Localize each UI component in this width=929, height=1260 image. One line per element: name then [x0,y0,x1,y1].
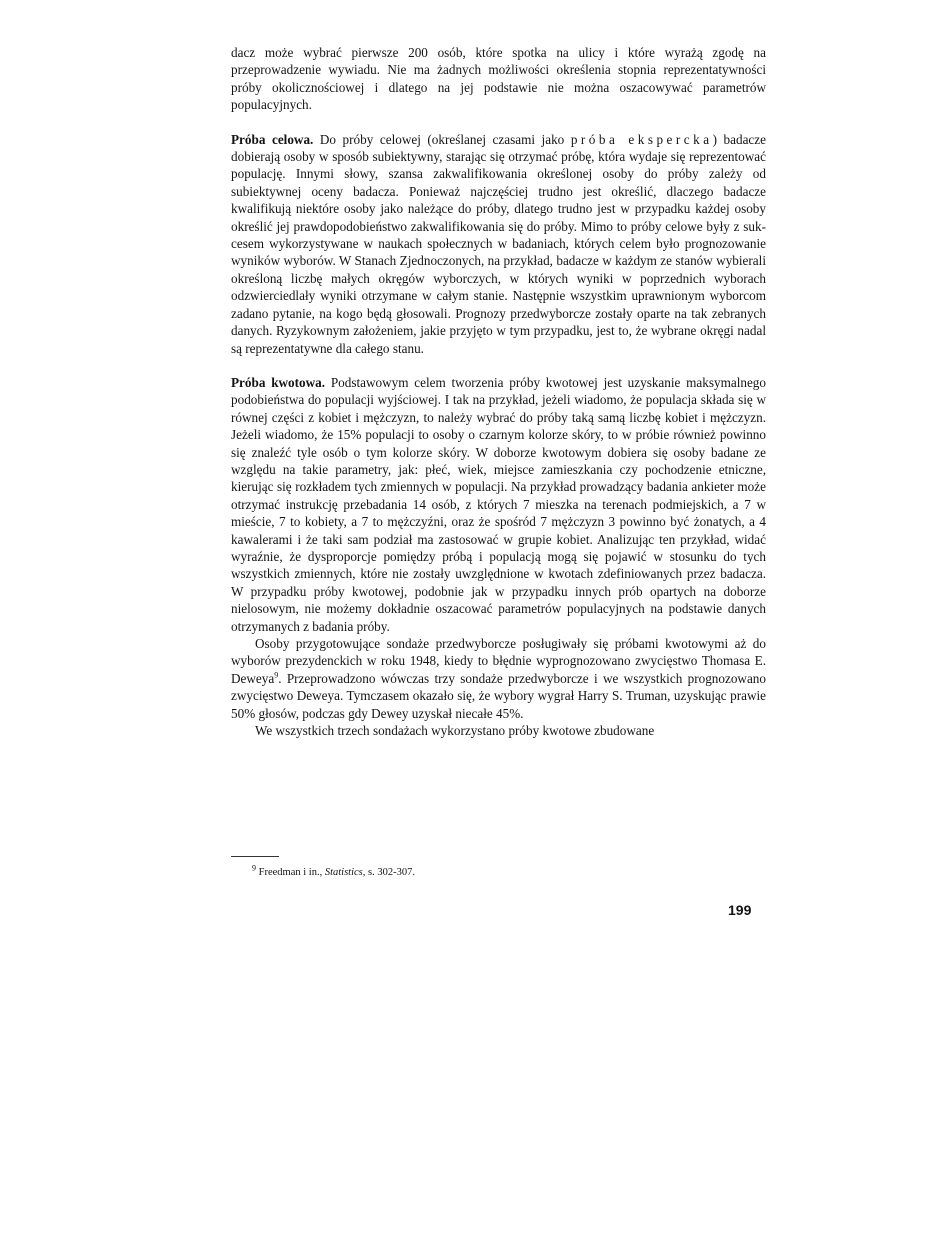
footnote-authors: Freedman i in., [256,867,325,878]
term-purposive-sample: Próba celowa. [231,131,314,147]
purposive-body: ) badacze dobierają osoby w sposób subiektywny, starając się otrzymać próbę, która wydaje się reprezentować populację. Innymi słowy, szansa zakwalifikowania określonej osoby do próby zależy od subiektywnej oceny badacza. Ponieważ najczęściej trudno jest określić, dlaczego badacze kwalifikują niektóre osoby jako należące do próby, dlatego trudno jest w przypadku każdej osoby określić jej prawdopodobieństwo zakwalifikowania się do próby. Mimo to próby celowe były z sukcesem wykorzystywane w naukach społecznych w badaniach, których celem było prognozowanie wyników wyborów. W Stanach Zjednoczonych, na przykład, badacze w każdym ze stanów wybierali określoną liczbę małych okręgów wyborczych, w których wyniki w poprzednich wyborach odzwierciedlały wyniki otrzymane w całym stanie. Następnie wszystkim uprawnionym wyborcom zadano pytanie, na kogo będą głosowali. Prognozy przedwyborcze zostały oparte na tak zebranych danych. Ryzykownym założeniem, jakie przyjęto w tym przypadku, jest to, że wybrane okręgi nadal są reprezentatywne dla całego stanu. [231,131,766,356]
footnote-pages: , s. 302-307. [362,867,415,878]
polls-after: . Przeprowadzono wówczas trzy sondaże przedwyborcze i we wszystkich prognozowano zwycięstwo Deweya. Tymczasem okazało się, że wybory wygrał Harry S. Truman, uzyskując prawie 50% głosów, podczas gdy Dewey uzyskał niecałe 45%. [231,670,766,721]
page-number: 199 [728,902,752,918]
footnote-divider [231,856,279,857]
paragraph-quota-sample [231,374,766,635]
purposive-lead: Do próby celowej (określanej czasami jako [313,131,571,147]
footnote-mark: 9 [252,863,256,873]
paragraph-intro: dacz może wybrać pierwsze 200 osób, które spotka na ulicy i które wyrażą zgodę na przeprowadzenie wywiadu. Nie ma żadnych możliwości określenia stopnia reprezentatywności próby okolicznościowej i dlatego na jej podstawie nie można oszacowywać parametrów populacyjnych. [231,45,766,113]
term-quota-sample: Próba kwotowa. [231,374,326,390]
paragraph-polls [231,635,766,722]
footnote-reference: 9 [274,670,279,680]
footnote-title: Statistics [324,867,363,878]
term-expert-sample: próba ekspercka [570,131,713,147]
paragraph-closing: We wszystkich trzech sondażach wykorzystano próby kwotowe zbudowane [255,723,655,739]
quota-body: Podstawowym celem tworzenia próby kwotowej jest uzyskanie maksymalnego podobieństwa do populacji wyjściowej. I tak na przykład, jeżeli wiadomo, że populacja składa się w równej części z kobiet i mężczyzn, to należy wybrać do próby taką samą liczbę kobiet i mężczyzn. Jeżeli wiadomo, że 15% populacji to osoby o czarnym kolorze skóry, to w próbie również powinno się znaleźć tyle osób o tym kolorze skóry. W doborze kwotowym dobiera się osoby badane ze względu na takie parametry, jak: płeć, wiek, miejsce zamieszkania czy pochodzenie etniczne, kierując się rozkładem tych zmiennych w populacji. Na przykład prowadzący badania ankieter może otrzymać instrukcję przebadania 14 osób, z których 7 mieszka na terenach podmiejskich, a 7 w mieście, 7 to kobiety, a 7 to mężczyźni, oraz że spośród 7 mężczyzn 3 powinno być żonatych, a 4 kawalerami i że taki sam podział ma zastosować w grupie kobiet. Analizując ten przykład, widać wyraźnie, że dysproporcje pomiędzy próbą i populacją mogą się pojawić w stosunku do tych wszystkich zmiennych, które nie zostały uwzględnione w kwotach zdefiniowanych przez badacza. W przypadku próby kwotowej, podobnie jak w przypadku innych prób opartych na doborze nielosowym, nie możemy dokładnie oszacować parametrów populacyjnych na podstawie danych otrzymanych z badania próby. [231,374,766,634]
polls-before: Osoby przygotowujące sondaże przedwyborcze posługiwały się próbami kwotowymi aż do wyborów prezydenckich w roku 1948, kiedy to błędnie wyprognozowano zwycięstwo Thomasa E. Deweya [231,636,766,686]
footnote [252,863,415,880]
page-body [231,44,766,739]
paragraph-purposive-sample [231,131,766,357]
